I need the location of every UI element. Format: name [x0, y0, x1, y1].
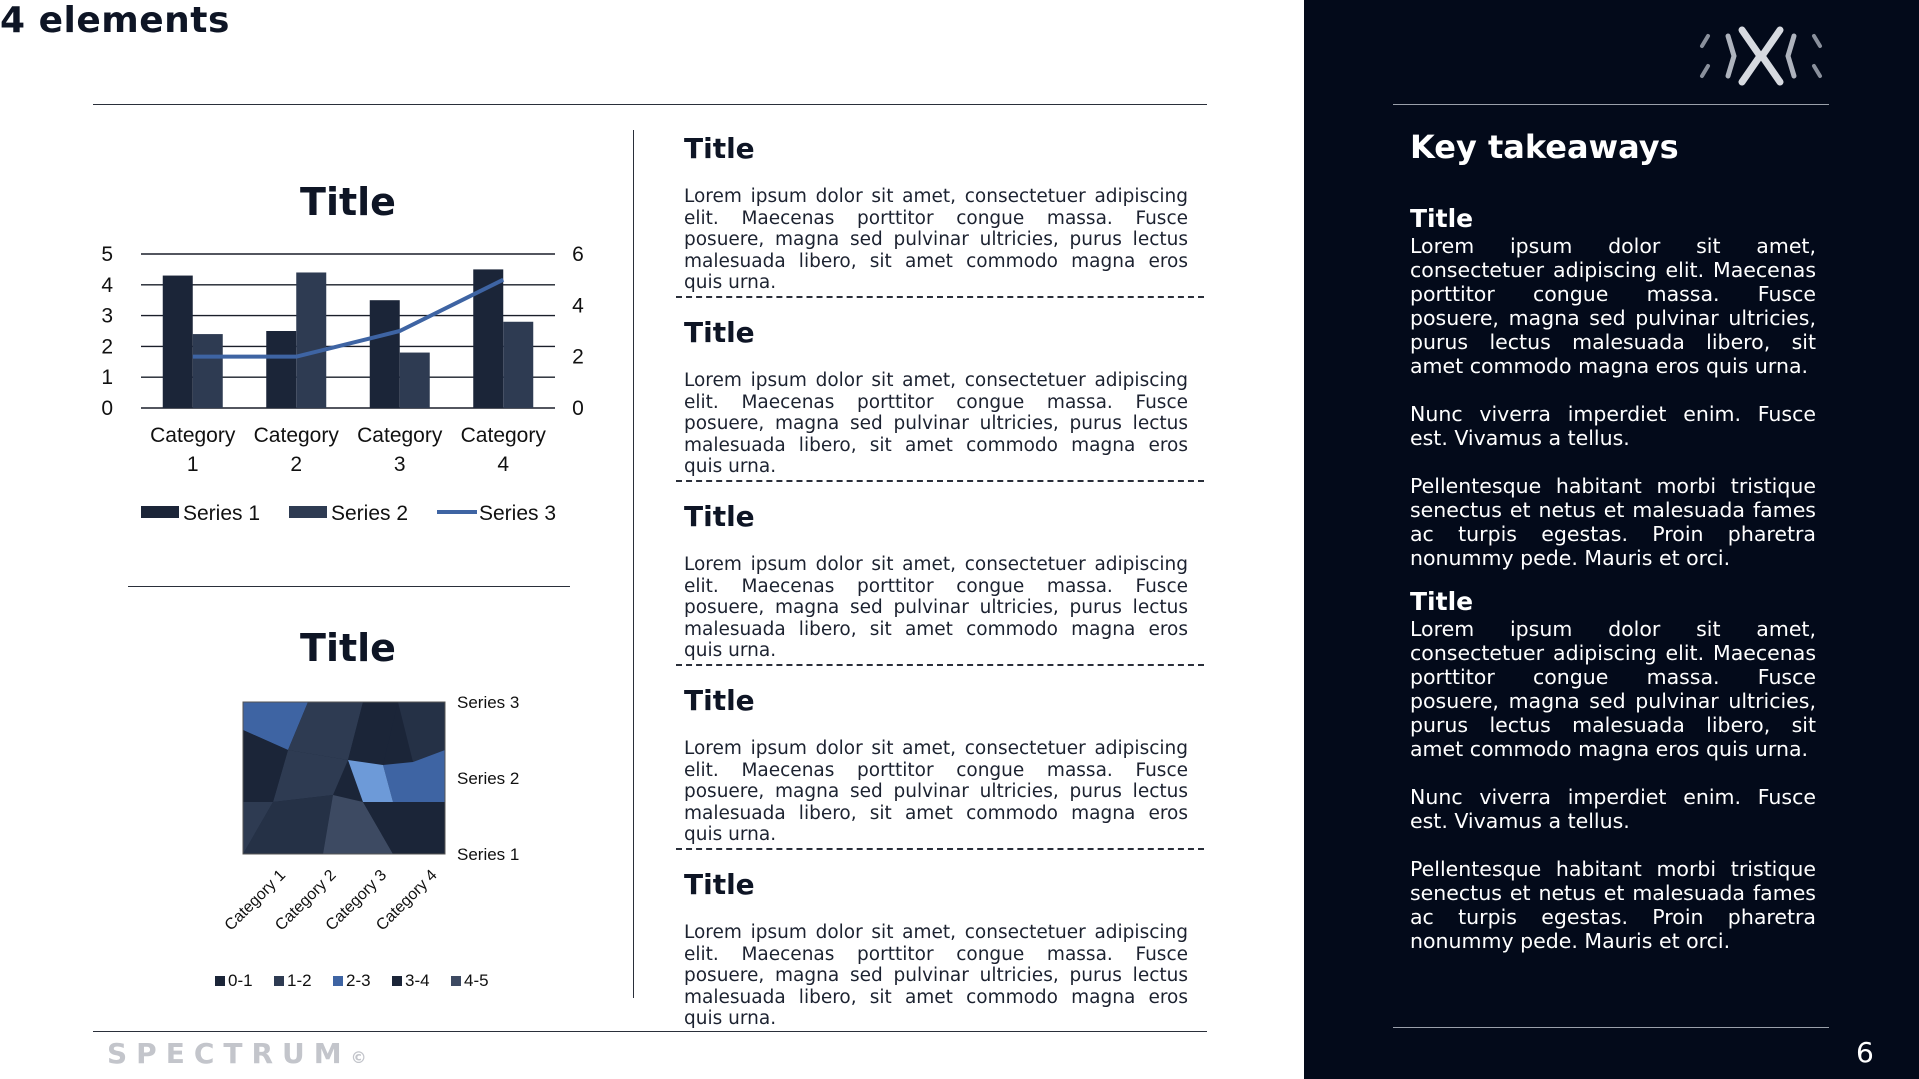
- takeaway-body: [1410, 617, 1816, 977]
- block-body: Lorem ipsum dolor sit amet, consectetuer adipiscing elit. Maecenas porttitor congue massa. Fusce posuere, magna sed pulvinar ultricies, purus lectus malesuada libero, sit amet commodo magna eros quis urna.: [684, 370, 1188, 477]
- slide-title: 4 elements: [0, 0, 230, 41]
- block-title: Title: [684, 132, 755, 165]
- logo-icon: [1694, 24, 1828, 88]
- chart-divider: [128, 586, 570, 587]
- x-tick-label: 3: [393, 453, 406, 476]
- legend-label: Series 1: [183, 502, 261, 525]
- block-title: Title: [684, 868, 755, 901]
- y2-tick-label: 4: [572, 294, 584, 318]
- y-tick-label: 2: [101, 335, 113, 359]
- header-rule: [93, 104, 1207, 105]
- legend-label: 2-3: [346, 971, 371, 990]
- legend-swatch: [289, 506, 327, 518]
- legend-label: Series 2: [331, 502, 409, 525]
- y-tick-label: 0: [101, 397, 113, 420]
- block-separator: [676, 848, 1204, 850]
- legend-swatch: [215, 976, 225, 986]
- series-label: Series 1: [457, 845, 520, 864]
- panel-bottom-rule: [1393, 1027, 1829, 1028]
- y-tick-label: 5: [101, 243, 113, 266]
- takeaway-paragraph: Pellentesque habitant morbi tristique senectus et netus et malesuada fames ac turpis egestas. Proin pharetra nonummy pede. Mauris et orci.: [1410, 857, 1816, 953]
- page-number: 6: [1856, 1036, 1874, 1069]
- block-title: Title: [684, 684, 755, 717]
- line-series3: [193, 280, 504, 357]
- x-tick-label: Category: [357, 424, 443, 447]
- takeaways-panel: [1304, 0, 1919, 1079]
- bar-series2: [296, 272, 326, 408]
- bar-series1: [163, 276, 193, 408]
- takeaway-paragraph: Lorem ipsum dolor sit amet, consectetuer adipiscing elit. Maecenas porttitor congue massa. Fusce posuere, magna sed pulvinar ultricies, purus lectus malesuada libero, sit amet commodo magna eros quis urna.: [1410, 617, 1816, 761]
- x-tick-label: 2: [290, 453, 303, 476]
- legend-swatch: [141, 506, 179, 518]
- takeaway-title: Title: [1410, 204, 1474, 233]
- takeaway-paragraph: Nunc viverra imperdiet enim. Fusce est. Vivamus a tellus.: [1410, 785, 1816, 833]
- legend-swatch: [392, 976, 402, 986]
- y2-tick-label: 2: [572, 345, 584, 369]
- x-tick-label: 4: [497, 453, 510, 476]
- block-separator: [676, 664, 1204, 666]
- takeaway-paragraph: Pellentesque habitant morbi tristique senectus et netus et malesuada fames ac turpis egestas. Proin pharetra nonummy pede. Mauris et orci.: [1410, 474, 1816, 570]
- block-body: Lorem ipsum dolor sit amet, consectetuer adipiscing elit. Maecenas porttitor congue massa. Fusce posuere, magna sed pulvinar ultricies, purus lectus malesuada libero, sit amet commodo magna eros quis urna.: [684, 738, 1188, 845]
- x-tick-label: Category: [460, 424, 546, 447]
- legend-label: 0-1: [228, 971, 253, 990]
- legend-swatch: [333, 976, 343, 986]
- takeaway-title: Title: [1410, 587, 1474, 616]
- bar-series2: [193, 334, 223, 408]
- series-label: Series 2: [457, 769, 520, 788]
- takeaway-paragraph: Nunc viverra imperdiet enim. Fusce est. Vivamus a tellus.: [1410, 402, 1816, 450]
- y2-tick-label: 6: [572, 243, 584, 266]
- block-separator: [676, 480, 1204, 482]
- legend-label: Series 3: [479, 502, 557, 525]
- block-body: Lorem ipsum dolor sit amet, consectetuer adipiscing elit. Maecenas porttitor congue massa. Fusce posuere, magna sed pulvinar ultricies, purus lectus malesuada libero, sit amet commodo magna eros quis urna.: [684, 922, 1188, 1029]
- block-separator: [676, 296, 1204, 298]
- series-label: Series 3: [457, 693, 520, 712]
- takeaway-body: [1410, 234, 1816, 594]
- takeaway-paragraph: Lorem ipsum dolor sit amet, consectetuer adipiscing elit. Maecenas porttitor congue massa. Fusce posuere, magna sed pulvinar ultricies, purus lectus malesuada libero, sit amet commodo magna eros quis urna.: [1410, 234, 1816, 378]
- x-tick-label: Category 4: [373, 866, 441, 935]
- brand-logo: SPECTRUM©: [107, 1037, 367, 1070]
- surface-chart: [93, 690, 593, 1000]
- legend-label: 1-2: [287, 971, 312, 990]
- x-tick-label: Category 2: [272, 866, 340, 935]
- y-tick-label: 3: [101, 304, 113, 328]
- bar-line-combo-chart: [93, 230, 593, 540]
- footer-rule: [93, 1031, 1207, 1032]
- x-tick-label: Category 3: [322, 866, 391, 935]
- legend-swatch: [274, 976, 284, 986]
- x-tick-label: 1: [186, 453, 199, 476]
- y-tick-label: 4: [101, 273, 113, 297]
- block-body: Lorem ipsum dolor sit amet, consectetuer adipiscing elit. Maecenas porttitor congue massa. Fusce posuere, magna sed pulvinar ultricies, purus lectus malesuada libero, sit amet commodo magna eros quis urna.: [684, 554, 1188, 661]
- column-divider: [633, 130, 634, 998]
- panel-top-rule: [1393, 104, 1829, 105]
- y2-tick-label: 0: [572, 397, 584, 420]
- y-tick-label: 1: [101, 366, 113, 390]
- block-title: Title: [684, 316, 755, 349]
- legend-swatch: [451, 976, 461, 986]
- block-body: Lorem ipsum dolor sit amet, consectetuer adipiscing elit. Maecenas porttitor congue massa. Fusce posuere, magna sed pulvinar ultricies, purus lectus malesuada libero, sit amet commodo magna eros quis urna.: [684, 186, 1188, 293]
- x-tick-label: Category: [253, 424, 339, 447]
- legend-label: 4-5: [464, 971, 489, 990]
- bar-series2: [400, 353, 430, 408]
- bar-chart-title: Title: [300, 180, 396, 224]
- bar-series1: [266, 331, 296, 408]
- bar-series1: [370, 300, 400, 408]
- bar-series2: [503, 322, 533, 408]
- x-tick-label: Category: [150, 424, 236, 447]
- legend-label: 3-4: [405, 971, 430, 990]
- surface-chart-title: Title: [300, 626, 396, 670]
- takeaways-heading: Key takeaways: [1410, 128, 1679, 166]
- block-title: Title: [684, 500, 755, 533]
- x-tick-label: Category 1: [221, 866, 290, 935]
